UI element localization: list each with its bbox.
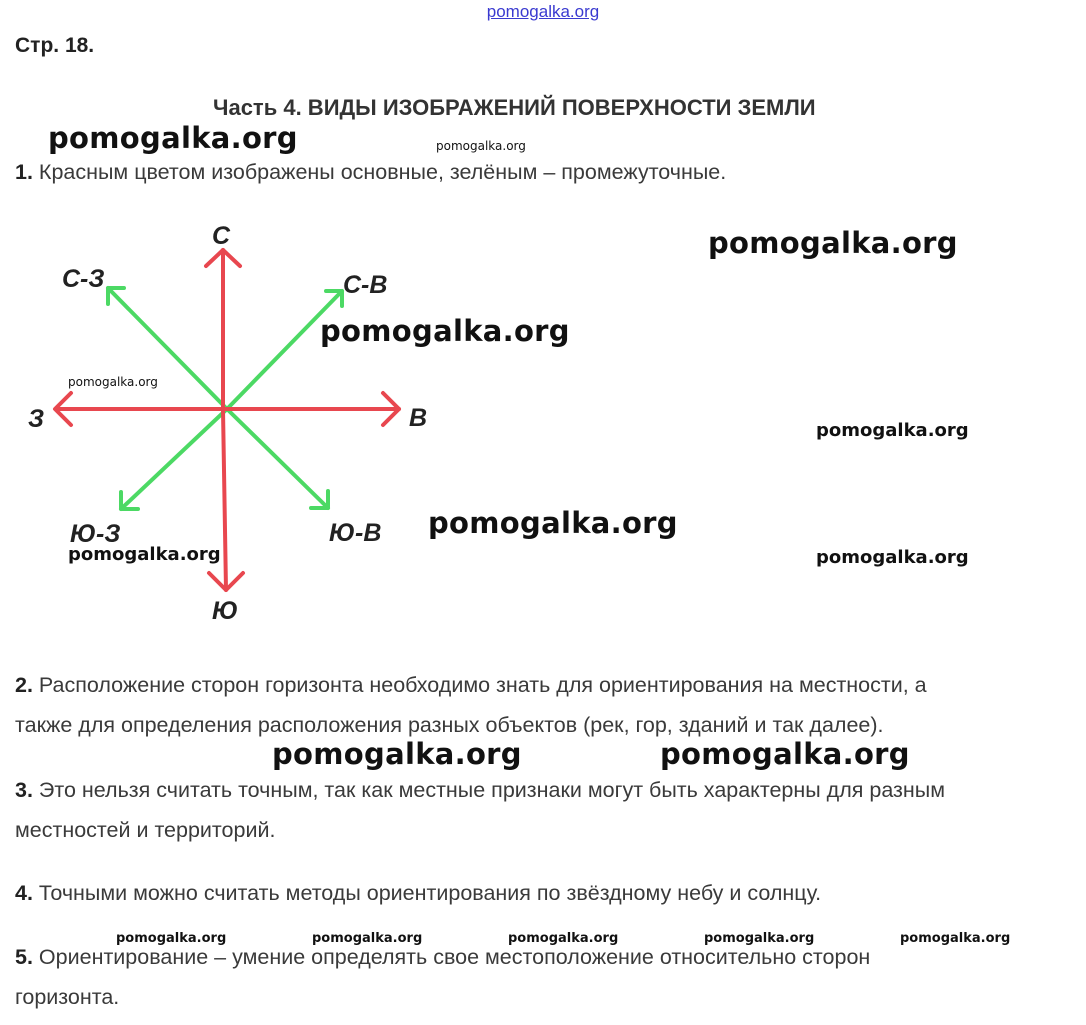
item-2-line-1: Расположение сторон горизонта необходимо знать для ориентирования на местности, а — [38, 673, 927, 697]
item-2-line-2: также для определения расположения разных объектов (рек, гор, зданий и так далее). — [15, 713, 884, 737]
arrow-east — [56, 393, 399, 425]
watermark: pomogalka.org — [816, 420, 969, 441]
item-2-number: 2. — [15, 673, 33, 697]
watermark: pomogalka.org — [320, 314, 570, 348]
watermark: pomogalka.org — [48, 121, 298, 155]
item-3-line-2: местностей и территорий. — [15, 818, 276, 842]
item-3-number: 3. — [15, 778, 33, 802]
label-south-east: Ю-В — [329, 519, 382, 547]
label-north-west: С-З — [62, 265, 105, 293]
label-north: С — [212, 222, 231, 250]
page-number: Стр. 18. — [15, 34, 95, 57]
arrow-north-west — [108, 288, 227, 409]
item-5-line-2: горизонта. — [15, 985, 120, 1009]
watermark: pomogalka.org — [704, 931, 815, 946]
label-east: В — [409, 404, 428, 432]
label-north-east: С-В — [343, 271, 388, 299]
label-south-west: Ю-З — [70, 520, 121, 548]
watermark: pomogalka.org — [312, 931, 423, 946]
item-3-line-1: Это нельзя считать точным, так как местные признаки могут быть характерны для разным — [38, 778, 945, 802]
site-link[interactable]: pomogalka.org — [486, 2, 600, 21]
watermark: pomogalka.org — [428, 506, 678, 540]
watermark: pomogalka.org — [660, 737, 910, 771]
watermark: pomogalka.org — [68, 544, 221, 565]
arrow-south-west — [121, 409, 227, 509]
watermark: pomogalka.org — [816, 547, 969, 568]
label-west: З — [28, 405, 45, 433]
item-1-text: Красным цветом изображены основные, зелёным – промежуточные. — [38, 160, 727, 184]
item-4-number: 4. — [15, 881, 33, 905]
arrow-north-east — [227, 291, 342, 409]
item-1 — [15, 152, 726, 192]
watermark: pomogalka.org — [900, 931, 1011, 946]
watermark: pomogalka.org — [272, 737, 522, 771]
arrow-south-east — [227, 409, 328, 508]
watermark: pomogalka.org — [116, 931, 227, 946]
label-south: Ю — [212, 597, 239, 625]
item-2 — [15, 665, 927, 745]
item-5-number: 5. — [15, 945, 33, 969]
watermark: pomogalka.org — [708, 226, 958, 260]
item-1-number: 1. — [15, 160, 33, 184]
arrow-north — [206, 250, 240, 410]
watermark: pomogalka.org — [508, 931, 619, 946]
item-5 — [15, 937, 870, 1017]
item-3 — [15, 770, 945, 850]
compass-diagram — [0, 200, 460, 640]
watermark: pomogalka.org — [436, 139, 526, 153]
watermark: pomogalka.org — [68, 375, 158, 389]
item-4 — [15, 873, 821, 913]
item-5-line-1: Ориентирование – умение определять свое местоположение относительно сторон — [38, 945, 871, 969]
item-4-text: Точными можно считать методы ориентирования по звёздному небу и солнцу. — [38, 881, 822, 905]
section-title: Часть 4. ВИДЫ ИЗОБРАЖЕНИЙ ПОВЕРХНОСТИ ЗЕМЛИ — [213, 95, 816, 120]
